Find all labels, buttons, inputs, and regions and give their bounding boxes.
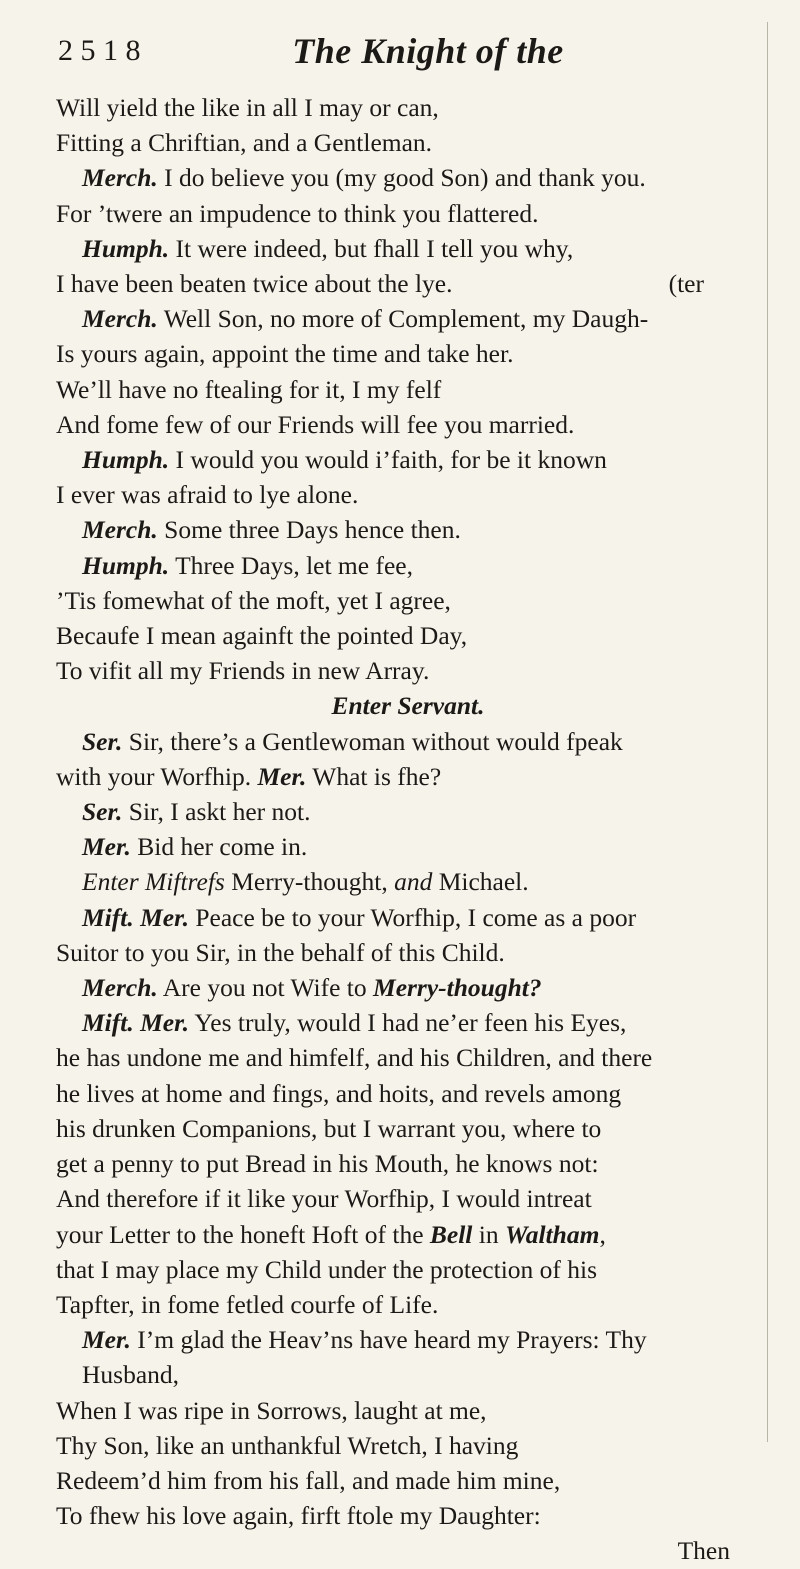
speaker-label: Ser.	[82, 726, 123, 756]
line-text: Suitor to you Sir, in the behalf of this Child.	[56, 937, 505, 967]
line-text: ,	[599, 1219, 606, 1249]
line-text: And therefore if it like your Worfhip, I would intreat	[56, 1184, 592, 1214]
text-line	[56, 1111, 760, 1146]
text-line	[56, 90, 760, 125]
text-line	[56, 125, 760, 160]
speech-line	[56, 1322, 760, 1357]
speaker-label: Merch.	[82, 973, 158, 1003]
line-text: For ’twere an impudence to think you flattered.	[56, 198, 539, 228]
line-text: Bell	[429, 1219, 473, 1249]
text-line	[56, 407, 760, 442]
line-text: I ever was afraid to lye alone.	[56, 480, 359, 510]
line-text: get a penny to put Bread in his Mouth, he knows not:	[56, 1149, 599, 1179]
line-text: Tapfter, in fome fetled courfe of Life.	[56, 1289, 439, 1319]
line-text: in	[472, 1219, 505, 1249]
line-text: Merry-thought?	[373, 973, 542, 1003]
catchword-text: Then	[677, 1536, 730, 1566]
line-text: To fhew his love again, firft ftole my Daughter:	[56, 1501, 541, 1531]
line-text: Sir, I askt her not.	[122, 797, 311, 827]
stage-direction-text: Merry-thought,	[224, 867, 395, 897]
text-line	[56, 1252, 760, 1287]
text-line	[56, 1181, 760, 1216]
text-line	[56, 477, 760, 512]
line-text: Some three Days hence then.	[157, 515, 461, 545]
line-text: I’m glad the Heav’ns have heard my Prayers: Thy	[130, 1325, 647, 1355]
line-text: Bid her come in.	[130, 832, 308, 862]
text-line	[56, 1076, 760, 1111]
speech-line	[56, 512, 760, 547]
line-text: When I was ripe in Sorrows, laught at me,	[56, 1395, 487, 1425]
line-text: Waltham	[504, 1219, 600, 1249]
text-line	[56, 336, 760, 371]
speaker-label: Mer.	[82, 832, 131, 862]
speaker-label: Humph.	[82, 445, 170, 475]
line-text: To vifit all my Friends in new Array.	[56, 656, 430, 686]
text-line	[56, 935, 760, 970]
line-text: your Letter to the honeft Hoft of the	[56, 1219, 430, 1249]
line-text: that I may place my Child under the protection of his	[56, 1254, 598, 1284]
speech-line	[56, 900, 760, 935]
line-text: I would you would i’faith, for be it known	[169, 445, 607, 475]
line-text: Yes truly, would I had ne’er feen his Eyes,	[188, 1008, 627, 1038]
stage-direction-text: Enter Miftrefs	[82, 867, 225, 897]
line-text: Becaufe I mean againft the pointed Day,	[56, 621, 468, 651]
speech-line	[56, 231, 760, 266]
line-text: Redeem’d him from his fall, and made him mine,	[56, 1465, 561, 1495]
text-line	[56, 196, 760, 231]
page-number: 2 5 1 8	[58, 34, 141, 67]
page-header	[56, 30, 760, 82]
line-text: And fome few of our Friends will fee you married.	[56, 409, 575, 439]
speech-line	[56, 724, 760, 759]
text-line	[56, 759, 760, 794]
stage-direction	[56, 688, 760, 723]
line-text: Sir, there’s a Gentlewoman without would fpeak	[122, 726, 623, 756]
speaker-label: Mift. Mer.	[82, 1008, 189, 1038]
text-line	[56, 1146, 760, 1181]
page-edge	[767, 22, 768, 1442]
text-line	[56, 1463, 760, 1498]
stage-direction-text: Michael.	[432, 867, 529, 897]
speaker-label: Ser.	[82, 797, 123, 827]
text-line	[56, 1428, 760, 1463]
speech-line	[56, 301, 760, 336]
text-line	[56, 653, 760, 688]
speaker-label: Merch.	[82, 304, 158, 334]
line-text: with your Worfhip.	[56, 761, 258, 791]
line-text: Is yours again, appoint the time and take her.	[56, 339, 514, 369]
text-line	[56, 1040, 760, 1075]
speaker-label: Mift. Mer.	[82, 902, 189, 932]
catchword	[56, 1533, 760, 1568]
line-text: What is fhe?	[306, 761, 442, 791]
text-line	[56, 1393, 760, 1428]
line-text: Will yield the like in all I may or can,	[56, 93, 439, 122]
speech-line	[56, 829, 760, 864]
text-line	[56, 1357, 760, 1392]
speaker-label: Mer.	[257, 761, 307, 791]
line-text: Thy Son, like an unthankful Wretch, I having	[56, 1430, 519, 1460]
text-body	[56, 90, 760, 1569]
line-text: ’Tis fomewhat of the moft, yet I agree,	[56, 585, 451, 615]
speaker-label: Merch.	[82, 515, 158, 545]
speaker-label: Merch.	[82, 163, 158, 193]
text-line	[56, 1217, 760, 1252]
speech-line	[56, 160, 760, 195]
line-text: Are you not Wife to	[157, 973, 374, 1003]
stage-direction-text: and	[394, 867, 433, 897]
line-text: I do believe you (my good Son) and thank you.	[157, 163, 646, 193]
line-text: his drunken Companions, but I warrant you, where to	[56, 1113, 602, 1143]
line-text: Well Son, no more of Complement, my Daugh-	[157, 304, 649, 334]
line-text: Three Days, let me fee,	[169, 550, 413, 580]
speech-line	[56, 970, 760, 1005]
speaker-label: Mer.	[82, 1325, 131, 1355]
line-text: It were indeed, but fhall I tell you why,	[169, 233, 574, 263]
line-text: he lives at home and fings, and hoits, and revels among	[56, 1078, 622, 1108]
line-text: he has undone me and himfelf, and his Children, and there	[56, 1043, 653, 1073]
text-line	[56, 583, 760, 618]
line-text: Husband,	[82, 1360, 180, 1390]
speaker-label: Humph.	[82, 550, 170, 580]
line-text: I have been beaten twice about the lye.	[56, 269, 453, 299]
text-line	[56, 618, 760, 653]
line-text: Peace be to your Worfhip, I come as a poor	[188, 902, 637, 932]
turnover-text: (ter	[668, 269, 704, 299]
text-line	[56, 1287, 760, 1322]
stage-direction-text: Enter Servant.	[331, 691, 485, 721]
text-line	[56, 266, 760, 301]
speaker-label: Humph.	[82, 233, 170, 263]
text-line	[56, 372, 760, 407]
speech-line	[56, 1005, 760, 1040]
text-line	[56, 1498, 760, 1533]
line-text: Fitting a Chriftian, and a Gentleman.	[56, 128, 433, 158]
stage-direction	[56, 864, 760, 899]
running-title: The Knight of the	[292, 31, 564, 71]
speech-line	[56, 442, 760, 477]
speech-line	[56, 794, 760, 829]
speech-line	[56, 548, 760, 583]
line-text: We’ll have no ftealing for it, I my felf	[56, 374, 442, 404]
